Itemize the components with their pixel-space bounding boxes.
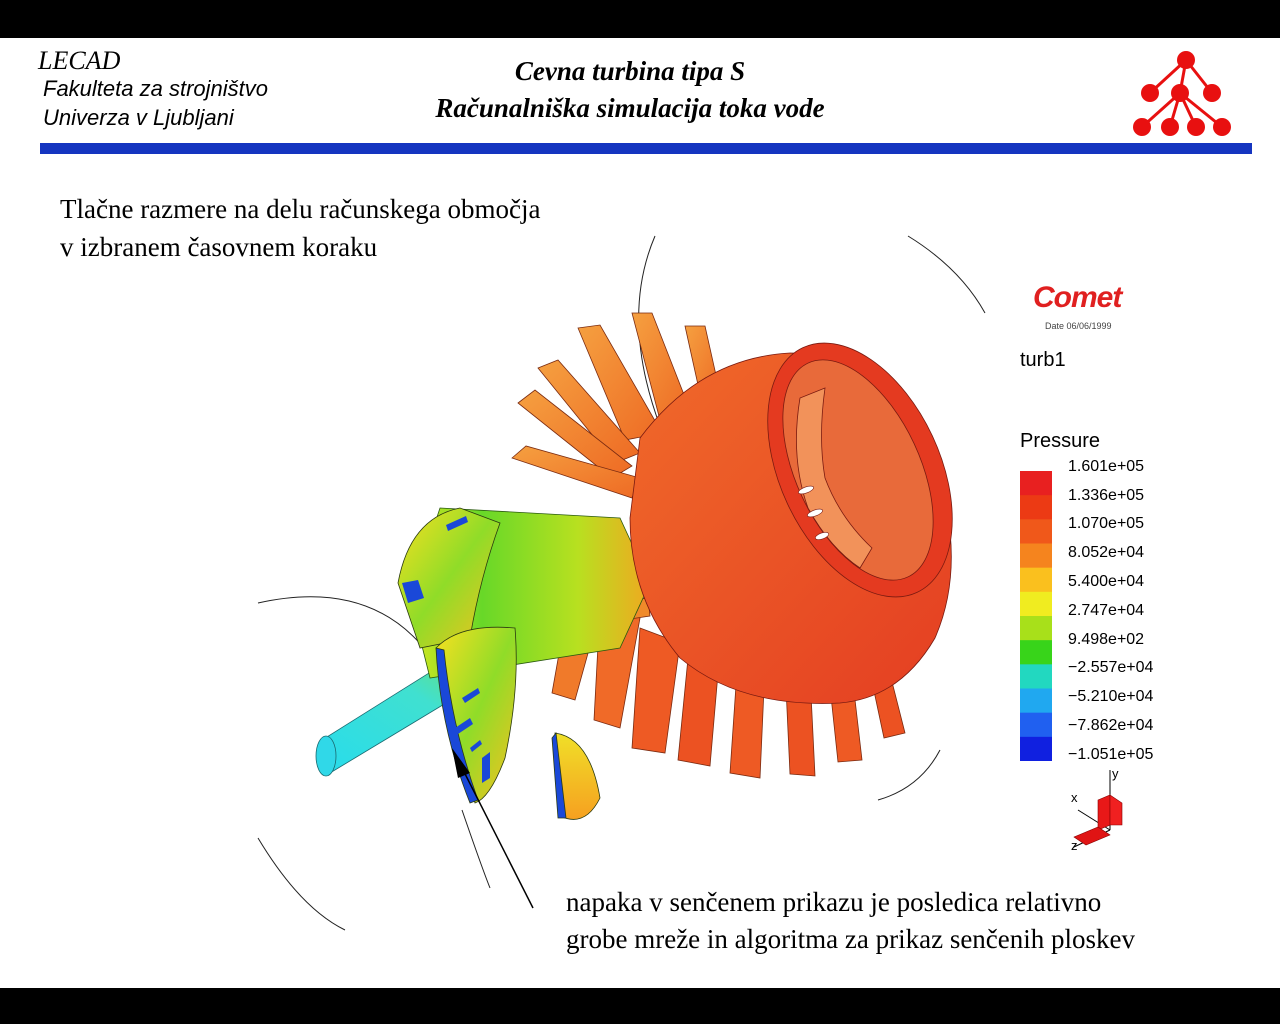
brand-logo: Comet xyxy=(1033,281,1122,314)
legend-value: −5.210e+04 xyxy=(1068,688,1154,705)
legend-value: −1.051e+05 xyxy=(1068,746,1154,763)
slide-title: Cevna turbina tipa S xyxy=(514,56,746,86)
legend-value: 1.070e+05 xyxy=(1068,515,1145,532)
legend-band xyxy=(1020,664,1052,689)
axis-x-label: x xyxy=(1071,790,1078,805)
legend-band xyxy=(1020,471,1052,496)
slide-subtitle: Računalniška simulacija toka vode xyxy=(435,93,825,123)
legend-band xyxy=(1020,616,1052,641)
note-text xyxy=(566,884,1135,958)
intro-line-2: v izbranem časovnem koraku xyxy=(60,232,378,262)
note-line-2: grobe mreže in algoritma za prikaz senčenih ploskev xyxy=(566,924,1136,954)
legend-title: Pressure xyxy=(1020,430,1101,452)
slide xyxy=(0,38,1280,988)
note-line-1: napaka v senčenem prikazu je posledica relativno xyxy=(566,887,1102,917)
legend-band xyxy=(1020,689,1052,714)
legend-value: −2.557e+04 xyxy=(1068,659,1154,676)
legend-value: 5.400e+04 xyxy=(1068,573,1145,590)
legend-value: 8.052e+04 xyxy=(1068,544,1145,561)
org-name: LECAD xyxy=(38,46,121,75)
render-date: Date 06/06/1999 xyxy=(1045,321,1112,331)
axis-y-label: y xyxy=(1112,766,1119,781)
legend-band xyxy=(1020,713,1052,738)
legend-value: 1.336e+05 xyxy=(1068,487,1145,504)
legend-band xyxy=(1020,544,1052,569)
legend-band xyxy=(1020,568,1052,593)
faculty-name: Fakulteta za strojništvo xyxy=(43,76,268,101)
legend-band xyxy=(1020,640,1052,665)
legend-band xyxy=(1020,519,1052,544)
legend-value: 1.601e+05 xyxy=(1068,458,1145,475)
legend-value: 9.498e+02 xyxy=(1068,631,1145,648)
axis-z-label: z xyxy=(1071,838,1078,853)
legend-value: −7.862e+04 xyxy=(1068,717,1154,734)
pressure-color-scale xyxy=(1020,471,1052,761)
legend-band xyxy=(1020,737,1052,761)
university-name: Univerza v Ljubljani xyxy=(43,105,234,130)
intro-line-1: Tlačne razmere na delu računskega območja xyxy=(60,194,541,224)
legend-value: 2.747e+04 xyxy=(1068,602,1145,619)
legend-band xyxy=(1020,495,1052,520)
legend-band xyxy=(1020,592,1052,617)
model-name: turb1 xyxy=(1020,349,1066,371)
